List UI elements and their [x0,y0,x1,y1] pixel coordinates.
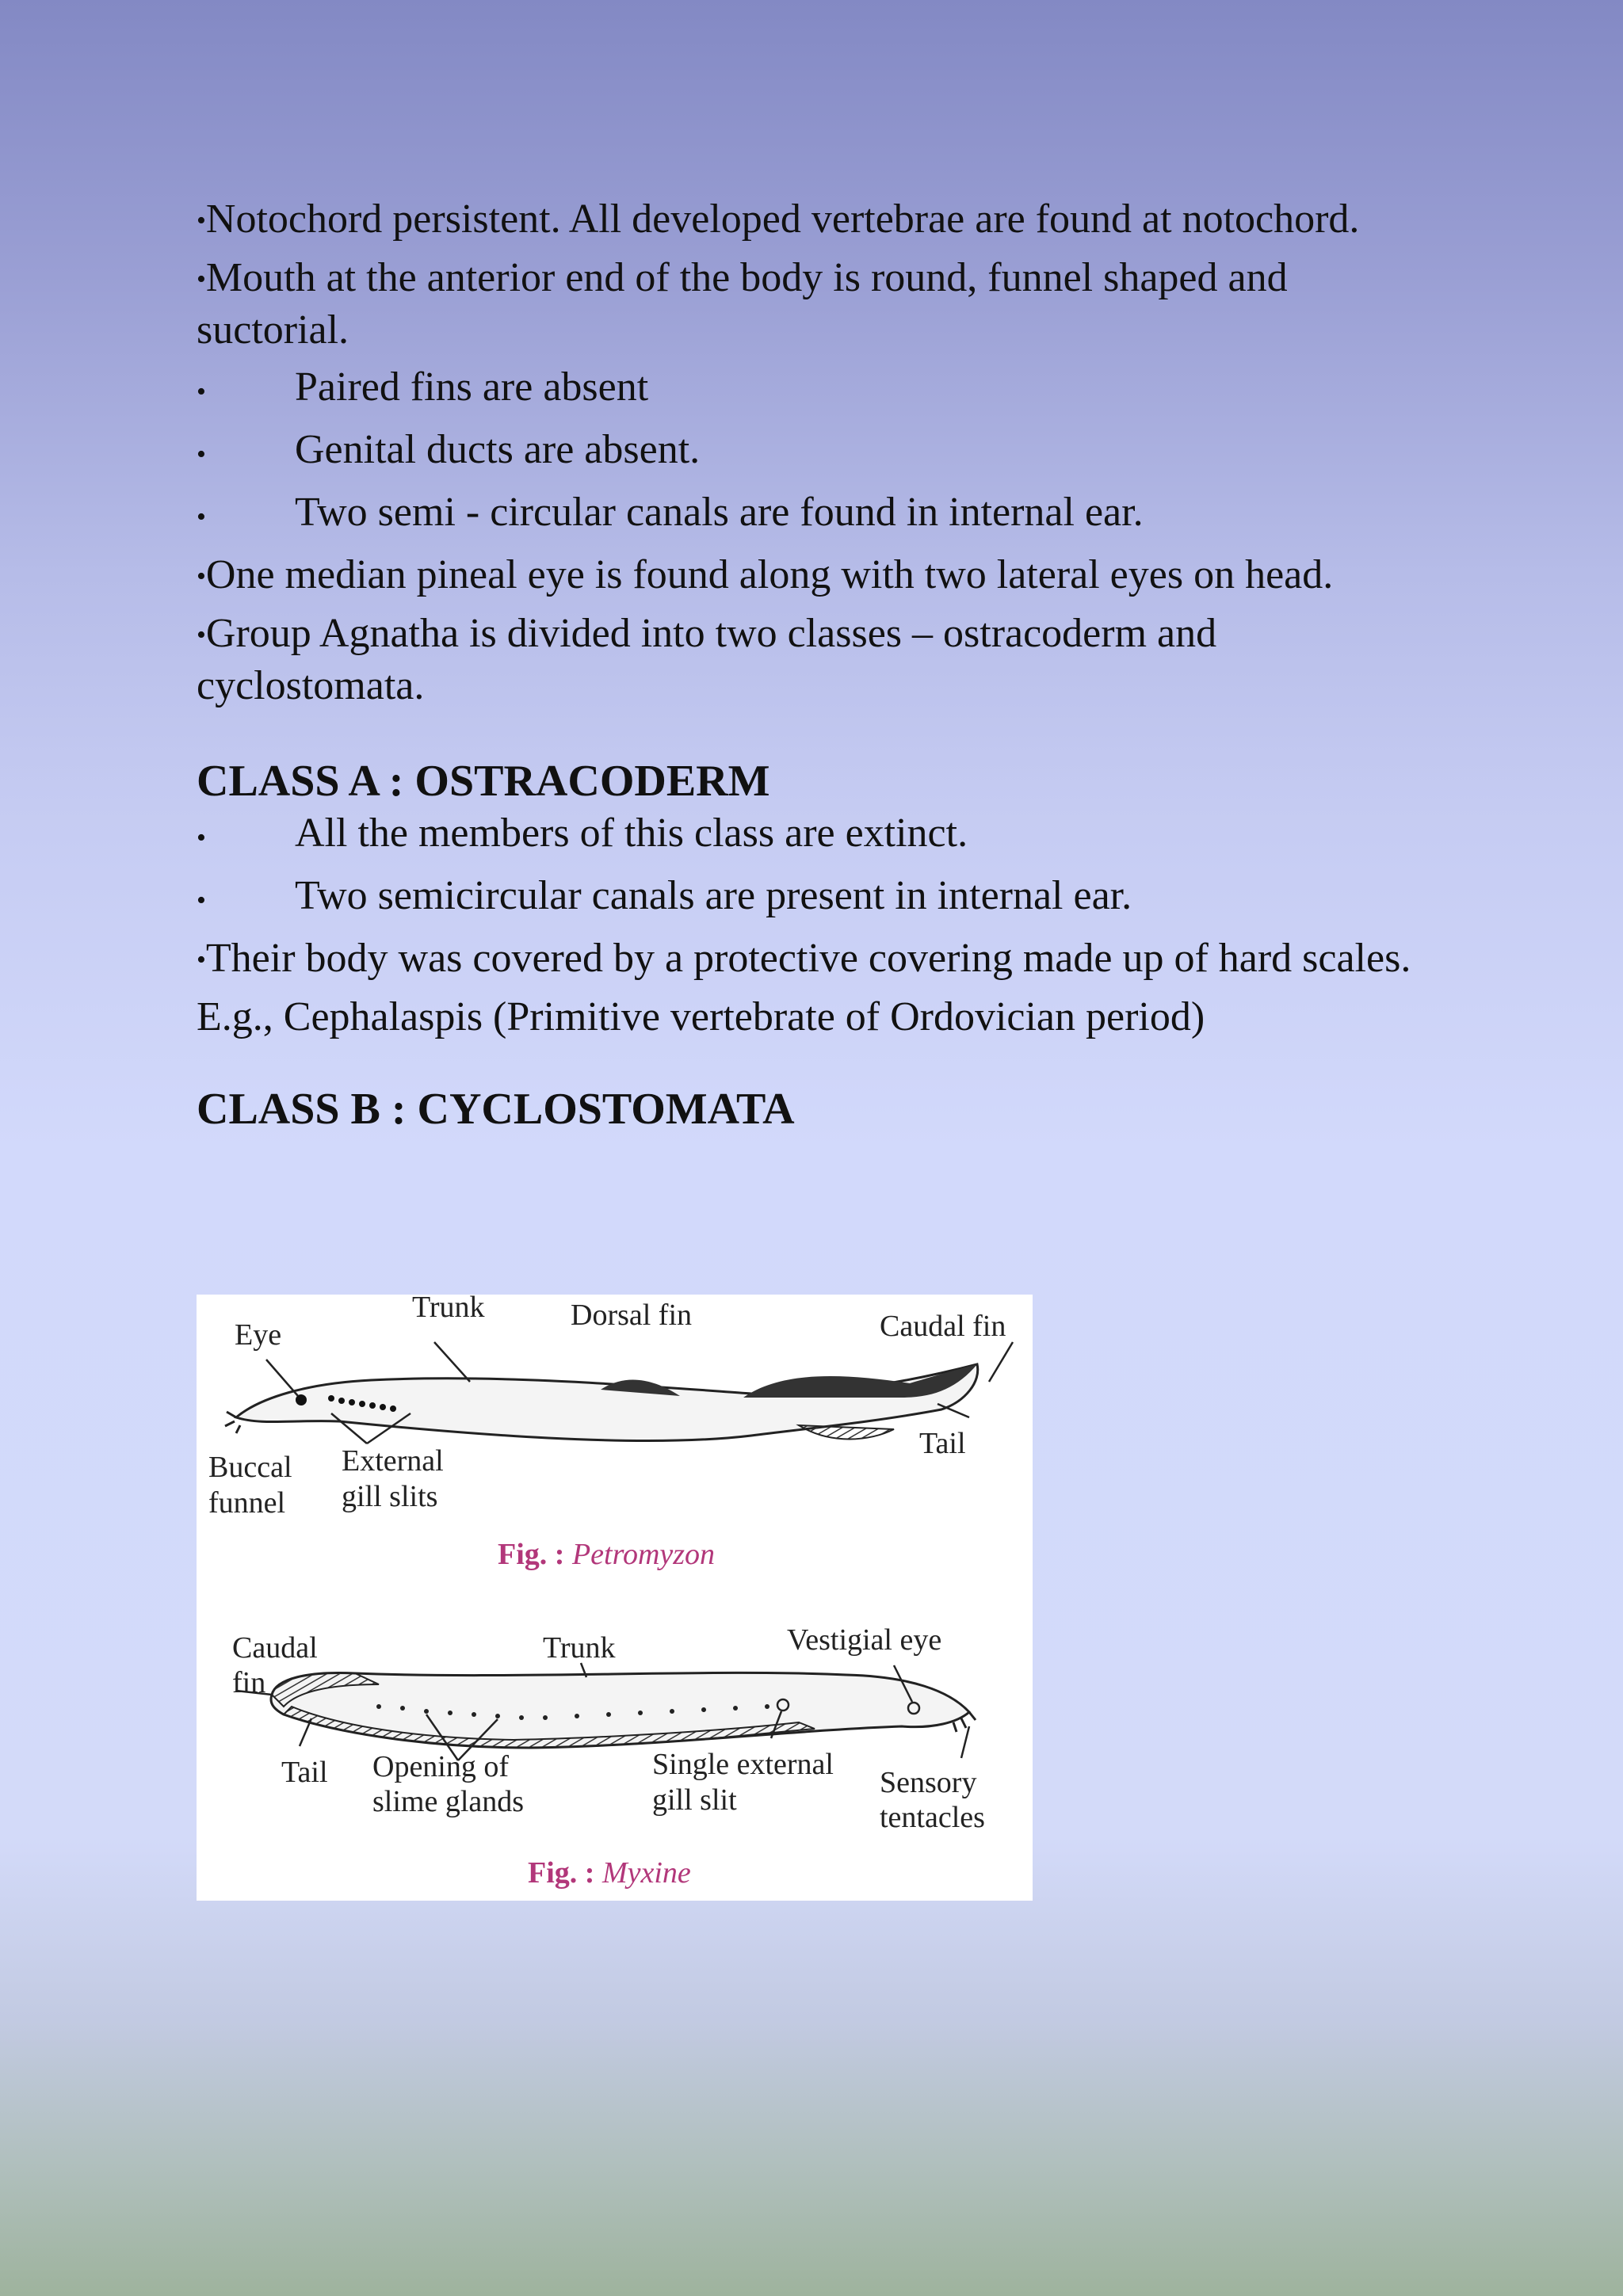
label-vestigial-eye: Vestigial eye [787,1623,942,1657]
bullet-dot: • [197,502,206,532]
label-sensory: Sensory [880,1766,977,1799]
bullet-text: Two semicircular canals are present in internal ear. [295,873,1132,918]
caption-prefix: Fig. : [498,1538,572,1571]
petromyzon-drawing [208,1295,1013,1571]
bullet-hard-scales: • Their body was covered by a protective covering made up of hard scales. [197,933,1433,986]
caption-petromyzon [498,1538,715,1571]
label-buccal: Buccal [208,1451,292,1484]
label-trunk: Trunk [412,1295,485,1324]
label-slime-glands: slime glands [372,1785,525,1818]
document-body [197,194,1433,1136]
bullet-canals-present [197,871,1433,926]
label-caudal: Caudal [232,1631,318,1665]
label-gill-slits: gill slits [342,1480,438,1513]
bullet-pineal-eye: • One median pineal eye is found along with two lateral eyes on head. [197,550,1433,602]
label-myxine-trunk: Trunk [543,1631,616,1665]
label-funnel: funnel [208,1486,286,1520]
bullet-semicircular-canals [197,487,1433,543]
label-fin: fin [232,1666,266,1699]
bullet-text: Paired fins are absent [295,364,649,410]
caption-prefix: Fig. : [528,1856,602,1890]
heading-class-a: CLASS A : OSTRACODERM [197,757,770,806]
figure-svg [197,1295,1033,1901]
caption-name: Myxine [601,1856,691,1890]
bullet-mouth: • Mouth at the anterior end of the body is round, funnel shaped and suctorial. [197,253,1433,356]
bullet-dot: • [197,377,206,406]
heading-class-b: CLASS B : CYCLOSTOMATA [197,1085,795,1134]
label-eye: Eye [235,1318,282,1352]
myxine-drawing [232,1623,985,1890]
bullet-dot: • [197,886,206,915]
example-cephalaspis: E.g., Cephalaspis (Primitive vertebrate of Ordovician period) [197,994,1205,1039]
bullet-dot: • [197,823,206,852]
label-tail: Tail [919,1427,966,1460]
label-caudal-fin: Caudal fin [880,1310,1006,1343]
bullet-text: Genital ducts are absent. [295,427,701,472]
label-myxine-tail: Tail [281,1756,328,1789]
bullet-text: Two semi - circular canals are found in internal ear. [295,490,1144,535]
bullet-genital-ducts [197,425,1433,480]
figure-petromyzon-myxine [197,1295,1033,1901]
bullet-paired-fins [197,362,1433,418]
label-external: External [342,1444,444,1478]
label-dorsal-fin: Dorsal fin [571,1299,693,1332]
label-single-external: Single external [652,1748,834,1781]
bullet-agnatha-classes: • Group Agnatha is divided into two classes – ostracoderm and cyclostomata. [197,608,1433,711]
caption-myxine [528,1856,691,1890]
bullet-extinct [197,808,1433,864]
caption-name: Petromyzon [571,1538,716,1571]
bullet-notochord: • Notochord persistent. All developed vertebrae are found at notochord. [197,194,1433,246]
bullet-text: All the members of this class are extinct. [295,810,968,856]
label-tentacles: tentacles [880,1801,985,1834]
label-gill-slit: gill slit [652,1783,737,1817]
bullet-dot: • [197,440,206,469]
label-opening-of: Opening of [372,1750,510,1783]
